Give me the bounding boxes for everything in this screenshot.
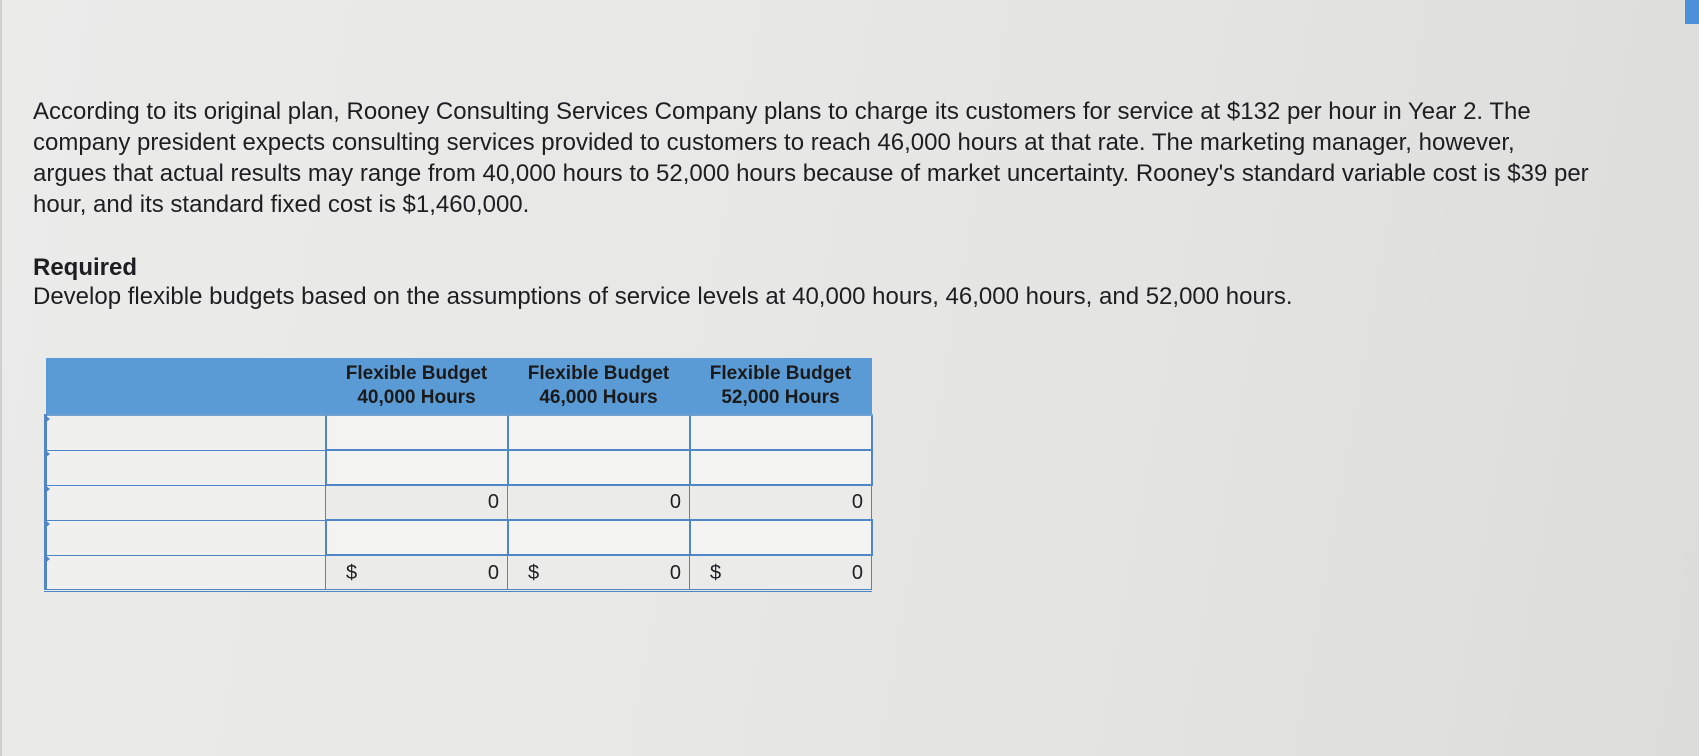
header-line-2: 52,000 Hours	[721, 387, 840, 408]
cell-value	[327, 416, 507, 449]
header-line-2: 40,000 Hours	[357, 387, 476, 408]
total-amount: 0	[851, 562, 863, 584]
table-row	[46, 485, 872, 520]
table-row	[46, 415, 872, 450]
header-flexible-budget-46000	[508, 358, 690, 415]
row-label-dropdown[interactable]	[46, 450, 326, 485]
input-cell-46000[interactable]	[508, 415, 690, 450]
dropdown-marker-icon	[45, 415, 50, 423]
input-cell-46000[interactable]	[508, 520, 690, 555]
table-row	[46, 520, 872, 555]
corner-tab	[1685, 0, 1699, 24]
header-line-1: Flexible Budget	[709, 363, 852, 384]
calculated-value-40000: 0	[326, 485, 508, 520]
cell-value	[509, 451, 689, 484]
cell-value	[327, 521, 507, 554]
required-heading: Required	[33, 254, 138, 281]
input-cell-52000[interactable]	[690, 415, 872, 450]
input-cell-52000[interactable]	[690, 450, 872, 485]
header-line-1: Flexible Budget	[345, 363, 488, 384]
cell-value	[509, 416, 689, 449]
input-cell-40000[interactable]	[326, 415, 508, 450]
calculated-value-46000: 0	[508, 485, 690, 520]
table-row-total	[46, 555, 872, 591]
table-header-row	[46, 358, 872, 415]
header-label-column	[46, 358, 326, 415]
dropdown-marker-icon	[45, 555, 50, 563]
dropdown-marker-icon	[45, 520, 50, 528]
dropdown-marker-icon	[45, 485, 50, 493]
cell-value	[691, 451, 871, 484]
header-flexible-budget-40000	[326, 358, 508, 415]
total-value-52000	[690, 555, 872, 591]
header-flexible-budget-52000	[690, 358, 872, 415]
header-line-1: Flexible Budget	[527, 363, 670, 384]
total-amount: 0	[487, 562, 499, 584]
cell-value	[691, 416, 871, 449]
input-cell-52000[interactable]	[690, 520, 872, 555]
cell-value	[327, 451, 507, 484]
cell-value	[509, 521, 689, 554]
total-amount: 0	[669, 562, 681, 584]
currency-symbol: $	[528, 562, 540, 584]
dropdown-marker-icon	[45, 450, 50, 458]
cell-value	[691, 521, 871, 554]
currency-symbol: $	[710, 562, 722, 584]
row-label-dropdown[interactable]	[46, 415, 326, 450]
row-label-dropdown[interactable]	[46, 520, 326, 555]
input-cell-40000[interactable]	[326, 450, 508, 485]
currency-symbol: $	[346, 562, 358, 584]
total-value-46000	[508, 555, 690, 591]
calculated-value-52000: 0	[690, 485, 872, 520]
input-cell-46000[interactable]	[508, 450, 690, 485]
total-value-40000	[326, 555, 508, 591]
table-row	[46, 450, 872, 485]
row-label-dropdown[interactable]	[46, 555, 326, 591]
row-label-dropdown[interactable]	[46, 485, 326, 520]
header-line-2: 46,000 Hours	[539, 387, 658, 408]
required-instructions: Develop flexible budgets based on the assumptions of service levels at 40,000 hours, 46,000 hours, and 52,000 hours.	[33, 283, 1293, 310]
input-cell-40000[interactable]	[326, 520, 508, 555]
problem-statement: According to its original plan, Rooney Consulting Services Company plans to charge its customers for service at $132 per hour in Year 2. The company president expects consulting services provided to customers to reach 46,000 hours at that rate. The marketing manager, however, argues that actual results may range from 40,000 hours to 52,000 hours because of market uncertainty. Rooney's standard variable cost is $39 per hour, and its standard fixed cost is $1,460,000.	[33, 98, 1589, 218]
page-edge	[0, 0, 2, 756]
flexible-budget-table	[44, 358, 873, 592]
